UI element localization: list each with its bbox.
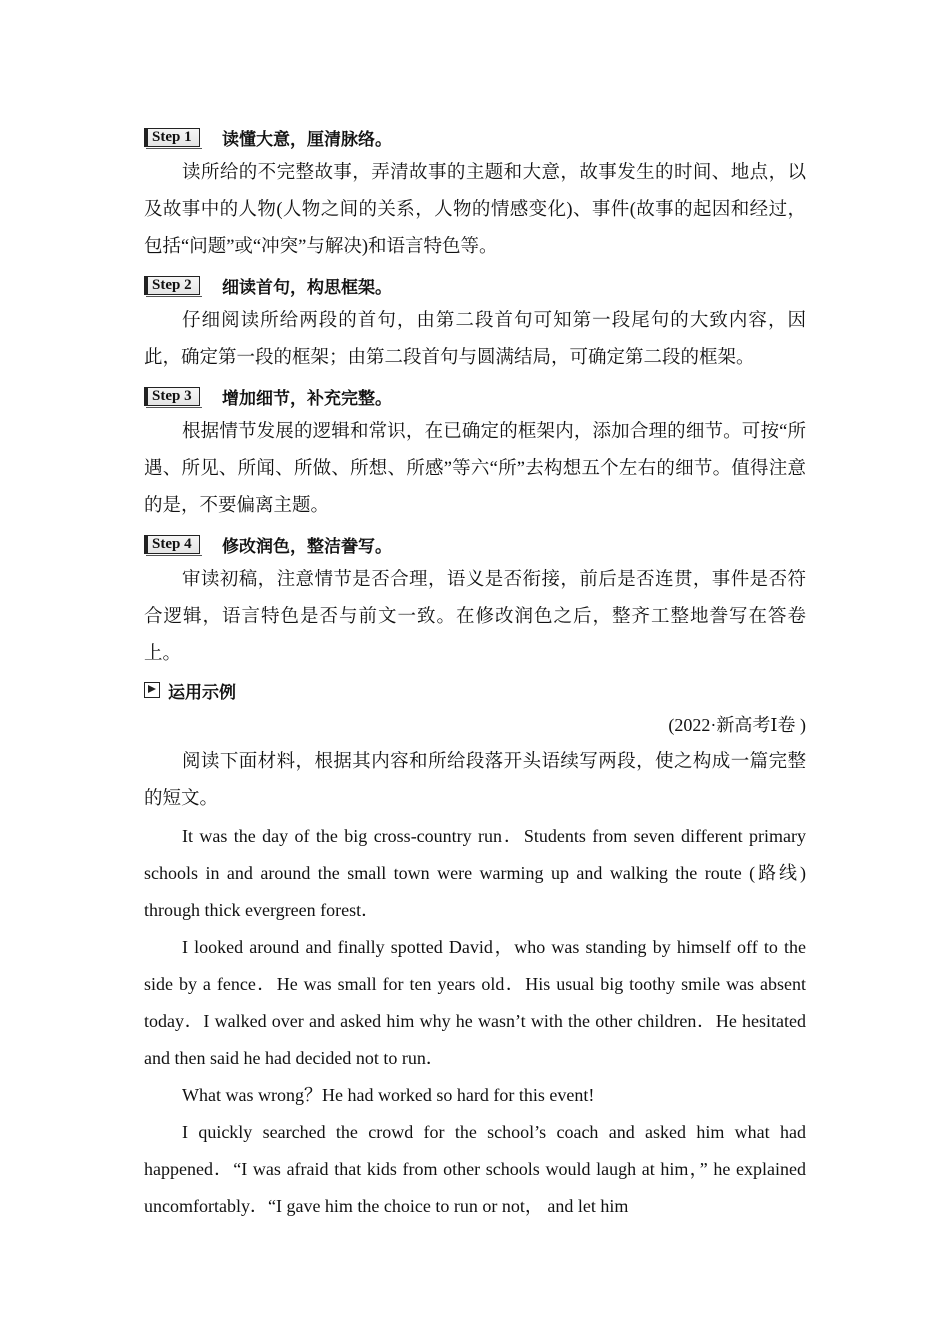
story-paragraph-4: I quickly searched the crowd for the school’s coach and asked him what had happened．“I was afraid that kids from other schools would laugh at him，” he explained uncomfortably．“I gave him the choice to run or not， and let him bbox=[144, 1122, 806, 1216]
step-3-title: 增加细节，补充完整。 bbox=[222, 389, 392, 409]
step-2-text: 仔细阅读所给两段的首句，由第二段首句可知第一段尾句的大致内容，因此，确定第一段的框架；由第二段首句与圆满结局，可确定第二段的框架。 bbox=[144, 311, 806, 368]
task-instruction: 阅读下面材料，根据其内容和所给段落开头语续写两段，使之构成一篇完整的短文。 bbox=[144, 752, 806, 809]
step-1-badge: Step 1 bbox=[144, 128, 200, 147]
story-paragraph-3: What was wrong？He had worked so hard for this event! bbox=[182, 1085, 595, 1105]
step-4-section bbox=[144, 527, 806, 673]
step-3-text: 根据情节发展的逻辑和常识，在已确定的框架内，添加合理的细节。可按“所遇、所见、所闻、所做、所想、所感”等六“所”去构想五个左右的细节。值得注意的是，不要偏离主题。 bbox=[144, 422, 806, 516]
step-4-header bbox=[144, 527, 806, 562]
step-1-title: 读懂大意，厘清脉络。 bbox=[222, 130, 392, 150]
play-triangle-icon bbox=[144, 682, 160, 698]
step-2-section bbox=[144, 268, 806, 377]
step-2-header bbox=[144, 268, 806, 303]
exam-source: (2022·新高考Ⅰ卷 ) bbox=[668, 715, 806, 735]
example-heading bbox=[144, 673, 806, 707]
step-4-text: 审读初稿，注意情节是否合理，语义是否衔接，前后是否连贯，事件是否符合逻辑，语言特色是否与前文一致。在修改润色之后，整齐工整地誊写在答卷上。 bbox=[144, 570, 806, 664]
step-3-section bbox=[144, 379, 806, 525]
step-4-badge: Step 4 bbox=[144, 535, 200, 554]
step-3-badge: Step 3 bbox=[144, 387, 200, 406]
story-paragraph-1: It was the day of the big cross-country run．Students from seven different primary schools in and around the small town were warming up and walking the route (路线) through thick evergreen forest． bbox=[144, 826, 806, 920]
story-paragraph-2: I looked around and finally spotted David，who was standing by himself off to the side by a fence．He was small for ten years old．His usual big toothy smile was absent today．I walked over and asked him why he wasn’t with the other children．He hesitated and then said he had decided not to run． bbox=[144, 937, 806, 1068]
step-2-badge: Step 2 bbox=[144, 276, 200, 295]
step-2-title: 细读首句，构思框架。 bbox=[222, 278, 392, 298]
step-4-title: 修改润色，整洁誊写。 bbox=[222, 537, 392, 557]
document-page bbox=[144, 118, 806, 1225]
step-1-header bbox=[144, 120, 806, 155]
step-1-text: 读所给的不完整故事，弄清故事的主题和大意，故事发生的时间、地点，以及故事中的人物(人物之间的关系，人物的情感变化)、事件(故事的起因和经过，包括“问题”或“冲突”与解决)和语言特色等。 bbox=[144, 163, 806, 257]
example-heading-label: 运用示例 bbox=[168, 682, 236, 703]
step-3-header bbox=[144, 379, 806, 414]
step-1-section bbox=[144, 120, 806, 266]
